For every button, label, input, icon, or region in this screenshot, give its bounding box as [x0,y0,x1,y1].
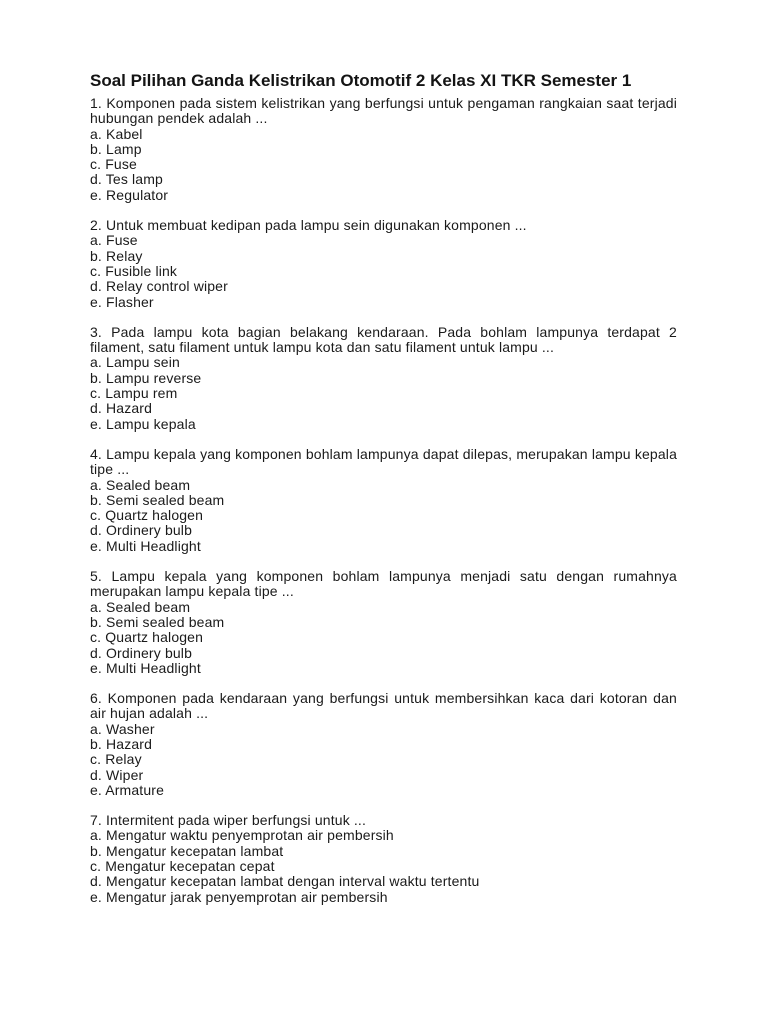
option-b: b. Lampu reverse [90,369,202,386]
option-d: d. Mengatur kecepatan lambat dengan interval waktu tertentu [90,873,480,890]
option-list [90,478,677,554]
option-e: e. Lampu kepala [90,415,196,432]
option-b: b. Hazard [90,735,153,752]
option-a: a. Lampu sein [90,354,180,371]
option-b: b. Lamp [90,140,142,157]
option-list [90,828,677,904]
option-b: b. Mengatur kecepatan lambat [90,842,284,859]
option-c: c. Fusible link [90,262,178,279]
option-list [90,127,677,203]
option-c: c. Fuse [90,156,137,173]
question-1 [90,96,677,203]
option-list [90,600,677,676]
option-e: e. Flasher [90,293,154,310]
option-d: d. Wiper [90,766,144,783]
option-e: e. Multi Headlight [90,659,201,676]
document-title: Soal Pilihan Ganda Kelistrikan Otomotif 2 Kelas XI TKR Semester 1 [90,71,632,90]
option-c: c. Relay [90,751,142,768]
option-b: b. Semi sealed beam [90,613,225,630]
option-list [90,355,677,431]
option-a: a. Sealed beam [90,598,191,615]
option-c: c. Quartz halogen [90,629,204,646]
option-a: a. Fuse [90,232,138,249]
option-d: d. Ordinery bulb [90,644,193,661]
option-e: e. Mengatur jarak penyemprotan air pembersih [90,888,388,905]
option-e: e. Regulator [90,186,169,203]
option-a: a. Washer [90,720,155,737]
option-list [90,722,677,798]
option-e: e. Multi Headlight [90,537,201,554]
question-5 [90,569,677,676]
question-2 [90,218,677,310]
option-d: d. Ordinery bulb [90,522,193,539]
option-b: b. Relay [90,247,143,264]
option-d: d. Tes lamp [90,171,163,188]
question-4 [90,447,677,554]
option-e: e. Armature [90,781,165,798]
question-text: 4. Lampu kepala yang komponen bohlam lampunya dapat dilepas, merupakan lampu kepala tipe ... [90,445,677,478]
option-a: a. Mengatur waktu penyemprotan air pembersih [90,827,394,844]
question-3 [90,325,677,432]
question-7 [90,813,677,905]
option-c: c. Lampu rem [90,385,178,402]
question-text: 6. Komponen pada kendaraan yang berfungsi untuk membersihkan kaca dari kotoran dan air hujan adalah ... [90,690,677,722]
option-a: a. Kabel [90,125,143,142]
question-6 [90,691,677,798]
option-d: d. Relay control wiper [90,278,228,295]
option-a: a. Sealed beam [90,476,191,493]
option-c: c. Mengatur kecepatan cepat [90,858,275,875]
question-text: 7. Intermitent pada wiper berfungsi untuk ... [90,812,367,829]
option-list [90,233,677,309]
question-text: 2. Untuk membuat kedipan pada lampu sein digunakan komponen ... [90,217,527,234]
option-b: b. Semi sealed beam [90,491,225,508]
question-text: 5. Lampu kepala yang komponen bohlam lampunya menjadi satu dengan rumahnya merupakan lampu kepala tipe ... [90,568,677,600]
option-c: c. Quartz halogen [90,507,204,524]
option-d: d. Hazard [90,400,153,417]
question-text: 1. Komponen pada sistem kelistrikan yang berfungsi untuk pengaman rangkaian saat terjadi hubungan pendek adalah ... [90,95,677,127]
question-text: 3. Pada lampu kota bagian belakang kendaraan. Pada bohlam lampunya terdapat 2 filament, satu filament untuk lampu kota dan satu filament untuk lampu ... [90,323,677,356]
